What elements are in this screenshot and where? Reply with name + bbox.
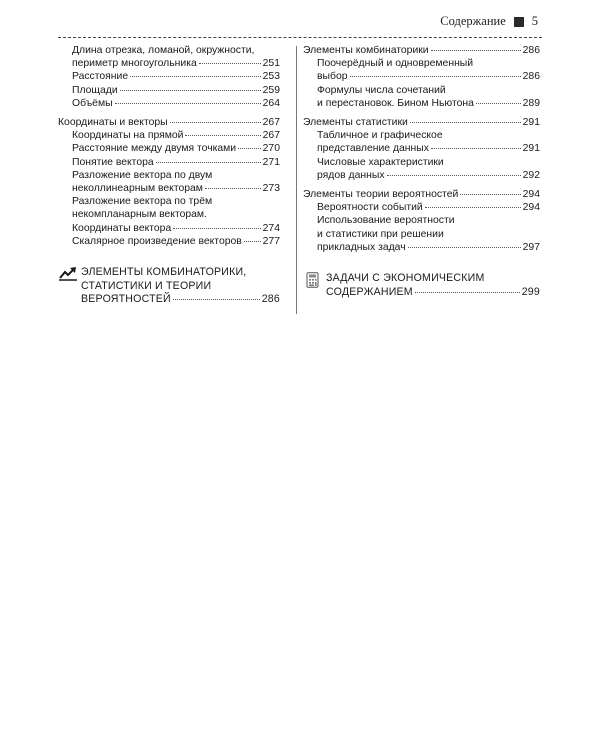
toc-chapter-entry[interactable] <box>303 116 540 129</box>
entry-last-line <box>72 57 280 70</box>
dot-leader <box>156 162 261 163</box>
entry-page-number: 277 <box>262 235 280 247</box>
entry-last-line <box>72 142 280 155</box>
dot-leader <box>244 241 261 242</box>
dot-leader <box>408 247 521 248</box>
entry-last-line <box>317 201 540 214</box>
toc-subsection-entry[interactable] <box>303 214 540 254</box>
entry-text-line: Табличное и графическое <box>317 130 443 142</box>
toc-subsection-entry[interactable] <box>58 84 280 97</box>
entry-text-line: представление данных <box>317 143 429 155</box>
toc-chapter-entry[interactable] <box>303 44 540 57</box>
dot-leader <box>170 122 261 123</box>
entry-page-number: 299 <box>521 285 540 298</box>
running-header <box>440 14 538 29</box>
entry-page-number: 292 <box>522 169 540 181</box>
toc-chapter-entry[interactable] <box>303 188 540 201</box>
section-title <box>326 272 540 299</box>
entry-page-number: 291 <box>522 143 540 155</box>
dot-leader <box>425 207 521 208</box>
entry-text-line: СТАТИСТИКИ И ТЕОРИИ <box>81 279 212 292</box>
toc-subsection-entry[interactable] <box>303 201 540 214</box>
dot-leader <box>173 299 260 300</box>
header-rule <box>58 37 542 38</box>
toc-subsection-entry[interactable] <box>58 142 280 155</box>
entry-text-line: неколлинеарным векторам <box>72 183 203 195</box>
dot-leader <box>431 148 521 149</box>
entry-text-line: Понятие вектора <box>72 156 154 168</box>
toc-subsection-entry[interactable] <box>58 129 280 142</box>
dot-leader <box>476 103 521 104</box>
column-divider <box>296 46 297 314</box>
entry-page-number: 251 <box>262 58 280 70</box>
entry-page-number: 294 <box>522 189 540 201</box>
entry-text-line: Длина отрезка, ломаной, окружности, <box>72 45 255 56</box>
entry-text-line: ЭЛЕМЕНТЫ КОМБИНАТОРИКИ, <box>81 266 247 279</box>
entry-text-line: Элементы статистики <box>303 117 408 129</box>
entry-last-line <box>317 70 540 83</box>
entry-page-number: 271 <box>262 156 280 168</box>
entry-page-number: 253 <box>262 71 280 83</box>
entry-text-line: Числовые характеристики <box>317 156 444 168</box>
entry-page-number: 267 <box>262 130 280 142</box>
entry-page-number: 259 <box>262 84 280 96</box>
entry-text-line: Координаты и векторы <box>58 117 168 129</box>
entry-page-number: 286 <box>261 293 280 306</box>
toc-subsection-entry[interactable] <box>58 97 280 110</box>
entry-page-number: 291 <box>522 117 540 129</box>
entry-last-line <box>72 156 280 169</box>
entry-page-number: 286 <box>522 71 540 83</box>
trend-arrow-icon <box>58 266 78 282</box>
dot-leader <box>185 135 260 136</box>
entry-last-line <box>72 97 280 110</box>
entry-page-number: 297 <box>522 241 540 253</box>
toc-section-heading-economics[interactable] <box>303 272 540 299</box>
entry-text-line: ВЕРОЯТНОСТЕЙ <box>81 293 171 306</box>
entry-text-line: Формулы числа сочетаний <box>317 84 446 96</box>
toc-subsection-entry[interactable] <box>303 57 540 83</box>
entry-page-number: 267 <box>262 117 280 129</box>
entry-page-number: 294 <box>522 202 540 214</box>
toc-subsection-entry[interactable] <box>58 195 280 235</box>
toc-chapter-entry[interactable] <box>58 116 280 129</box>
toc-entries-left <box>58 44 280 248</box>
entry-text-line: некомпланарным векторам. <box>72 209 207 221</box>
entry-text-line: СОДЕРЖАНИЕМ <box>326 285 413 298</box>
toc-subsection-entry[interactable] <box>303 84 540 110</box>
dot-leader <box>120 90 261 91</box>
entry-text-line: Поочерёдный и одновременный <box>317 58 474 70</box>
dot-leader <box>130 76 261 77</box>
entry-last-line <box>303 188 540 201</box>
entry-last-line <box>72 182 280 195</box>
entry-text-line: выбор <box>317 71 348 83</box>
toc-right-column <box>303 44 540 299</box>
entry-text-line: Скалярное произведение векторов <box>72 235 242 247</box>
dot-leader <box>173 228 260 229</box>
entry-last-line <box>317 241 540 254</box>
entry-text-line: Использование вероятности <box>317 215 455 227</box>
toc-subsection-entry[interactable] <box>58 44 280 70</box>
entry-last-line <box>303 44 540 57</box>
section-title <box>81 266 280 307</box>
dot-leader <box>350 76 521 77</box>
entry-page-number: 264 <box>262 97 280 109</box>
dot-leader <box>431 50 521 51</box>
toc-left-column <box>58 44 280 307</box>
entry-text-line: Координаты вектора <box>72 222 172 234</box>
entry-page-number: 286 <box>522 45 540 56</box>
entry-text-line: Расстояние <box>72 71 129 83</box>
toc-entries-right <box>303 44 540 254</box>
dot-leader <box>199 63 261 64</box>
entry-text-line: периметр многоугольника <box>72 58 197 70</box>
entry-text-line: Объёмы <box>72 97 113 109</box>
entry-last-line <box>81 293 280 307</box>
entry-text-line: Вероятности событий <box>317 202 423 214</box>
calculator-icon <box>303 272 323 288</box>
entry-text-line: и перестановок. Бином Ньютона <box>317 97 474 109</box>
dot-leader <box>410 122 521 123</box>
toc-subsection-entry[interactable] <box>58 70 280 83</box>
entry-text-line: рядов данных <box>317 169 385 181</box>
toc-subsection-entry[interactable] <box>58 169 280 195</box>
entry-last-line <box>303 116 540 129</box>
toc-subsection-entry[interactable] <box>303 156 540 182</box>
entry-text-line: Координаты на прямой <box>72 130 184 142</box>
entry-text-line: Разложение вектора по трём <box>72 196 213 208</box>
entry-text-line: Элементы теории вероятностей <box>303 189 459 201</box>
entry-last-line <box>317 97 540 110</box>
entry-last-line <box>317 169 540 182</box>
entry-last-line <box>317 142 540 155</box>
entry-page-number: 274 <box>262 222 280 234</box>
dot-leader <box>205 188 261 189</box>
entry-last-line <box>72 235 280 248</box>
entry-text-line: Элементы комбинаторики <box>303 45 429 56</box>
entry-last-line <box>72 222 280 235</box>
header-page-number: 5 <box>531 14 538 28</box>
entry-page-number: 270 <box>262 143 280 155</box>
entry-last-line <box>72 84 280 97</box>
toc-subsection-entry[interactable] <box>303 129 540 155</box>
dot-leader <box>460 194 520 195</box>
entry-text-line: прикладных задач <box>317 241 406 253</box>
entry-page-number: 273 <box>262 183 280 195</box>
entry-text-line: ЗАДАЧИ С ЭКОНОМИЧЕСКИМ <box>326 272 485 285</box>
dot-leader <box>415 292 520 293</box>
entry-text-line: и статистики при решении <box>317 228 444 240</box>
entry-last-line <box>326 286 540 300</box>
toc-section-heading-combinatorics[interactable] <box>58 266 280 307</box>
entry-page-number: 289 <box>522 97 540 109</box>
entry-text-line: Площади <box>72 84 118 96</box>
dot-leader <box>115 103 261 104</box>
entry-last-line <box>58 116 280 129</box>
toc-subsection-entry[interactable] <box>58 235 280 248</box>
dot-leader <box>387 175 521 176</box>
entry-text-line: Разложение вектора по двум <box>72 169 213 181</box>
toc-subsection-entry[interactable] <box>58 156 280 169</box>
square-bullet-icon <box>514 17 524 27</box>
header-title: Содержание <box>440 14 506 28</box>
entry-last-line <box>72 70 280 83</box>
entry-text-line: Расстояние между двумя точками <box>72 143 237 155</box>
entry-last-line <box>72 129 280 142</box>
dot-leader <box>238 148 261 149</box>
